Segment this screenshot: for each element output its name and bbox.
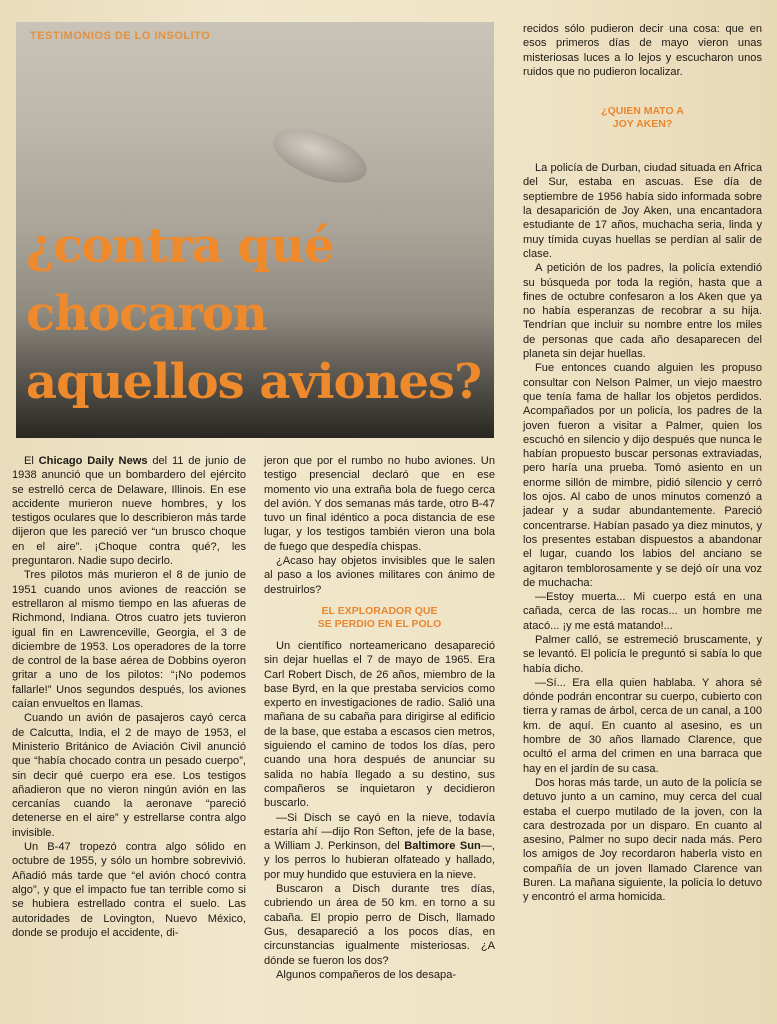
paragraph: Un científico norteamericano desapareció sin dejar huellas el 7 de mayo de 1965. Era Carl Robert Disch, de 26 años, miembro de la base Byrd, en la que prestaba servicios como experto en investigaciones de radio. Salió una mañana de su cabaña para dirigirse al edificio de la base, que estaba a escasos cien metros, siguiendo el camino de todos los días, pero cuando una hora después de anunciar su salida no había llegado a su destino, sus compañeros se inquietaron y decidieron buscarlo. bbox=[264, 639, 495, 810]
subheading-line: SE PERDIO EN EL POLO bbox=[317, 617, 442, 630]
ufo-shape bbox=[266, 119, 373, 194]
subheading-line: EL EXPLORADOR QUE bbox=[321, 604, 438, 617]
text-column-1 bbox=[12, 454, 246, 940]
paragraph: Buscaron a Disch durante tres días, cubriendo un área de 50 km. en torno a su cabaña. El propio perro de Disch, llamado Gus, desapareció a los pocos días, en circunstancias igualmente misteriosas. ¿A dónde se fueron los dos? bbox=[264, 883, 495, 967]
paragraph: Dos horas más tarde, un auto de la policía se detuvo junto a un camino, muy cerca del cual estaba el cuerpo mutilado de la joven, con la cara destrozada por un disparo. En cuanto al asesino, Palmer no supo decir nada más. Pero los amigos de Joy recordaron haberla visto en compañía de un joven llamado Clarence van Buren. La mañana siguiente, la policía lo detuvo y encontró el arma homicida. bbox=[523, 776, 762, 904]
newspaper-name: Chicago Daily News bbox=[38, 455, 148, 467]
paragraph: Palmer calló, se estremeció bruscamente, y se levantó. El policía le preguntó si sabía lo que había dicho. bbox=[523, 633, 762, 675]
section-kicker: TESTIMONIOS DE LO INSOLITO bbox=[30, 30, 211, 42]
paragraph: Un B-47 tropezó contra algo sólido en octubre de 1955, y sólo un hombre sobrevivió. Añadió más tarde que “el avión chocó contra algo”, y que el impacto fue tan terrible como si se hubiera estrellado contra el suelo. Las autoridades de Lovington, Nuevo México, donde se produjo el accidente, di- bbox=[12, 841, 246, 939]
paragraph: —Estoy muerta... Mi cuerpo está en una cañada, cerca de las rocas... un hombre me atacó... ¡y me está matando!... bbox=[523, 591, 762, 632]
text-column-3 bbox=[523, 22, 762, 905]
subheading-joy-aken bbox=[523, 105, 762, 131]
paragraph: La policía de Durban, ciudad situada en Africa del Sur, estaba en ascuas. Ese día de septiembre de 1956 había sido informada sobre la desaparición de Joy Aken, una encantadora estudiante de 17 años, muchacha seria, linda y muy tímida cuyas huellas se perdían al salir de clase. bbox=[523, 162, 762, 260]
headline-line-1: ¿contra qué bbox=[26, 218, 334, 274]
paragraph: jeron que por el rumbo no hubo aviones. Un testigo presencial declaró que en ese momento vio una extraña bola de fuego cerca del avión. Y dos semanas más tarde, otro B-47 tuvo un final idéntico a poca distancia de ese lugar, y los testigos también vieron una bola de fuego que despedía chispas. bbox=[264, 455, 495, 553]
headline-line-3: aquellos aviones? bbox=[26, 354, 482, 410]
subheading-line: ¿QUIEN MATO A bbox=[601, 105, 684, 118]
article-headline bbox=[26, 212, 494, 416]
subheading-explorer bbox=[264, 605, 495, 631]
paragraph: Tres pilotos más murieron el 8 de junio de 1951 cuando unos aviones de reacción se estrellaron al mismo tiempo en las afueras de Richmond, Indiana. Otros cuatro jets tuvieron igual fin en Lawrenceville, Georgia, el 3 de diciembre de 1953. Los operadores de la torre de control de la base aérea de Dobbins oyeron gritar a uno de los pilotos: “¡No podemos fallarle!” Unos segundos después, los aviones caían envueltos en llamas. bbox=[12, 569, 246, 711]
headline-line-2: chocaron bbox=[26, 286, 267, 342]
text-run: El bbox=[24, 455, 39, 467]
paragraph: —Sí... Era ella quien hablaba. Y ahora sé dónde podrán encontrar su cuerpo, cubierto con tierra y ramas de árbol, cerca de un canal, a 100 km. de aquí. En cuanto al asesino, es un hombre de 30 años llamado Clarence, que ocultó el arma del crimen en una barraca que hay en el jardín de su casa. bbox=[523, 676, 762, 775]
text-column-2 bbox=[264, 454, 495, 982]
text-run: —Si Disch se cayó en la nieve, todavía estaría ahí —dijo Ron Sefton, jefe de la base, a William J. Perkinson, del bbox=[264, 811, 495, 853]
paragraph: A petición de los padres, la policía extendió su búsqueda por toda la región, hasta que a fines de octubre confesaron a los Aken que ya no había esperanzas de recobrar a su hija. Tendrían que incluir su nombre entre los miles de personas que cada año desaparecen del planeta sin dejar huellas. bbox=[523, 262, 762, 361]
text-run: del 11 de junio de 1938 anunció que un bombardero del ejército se estrelló cerca de Delaware, Illinois. En ese accidente murieron nueve hombres, y los testigos oculares que lo describieron más tarde dijeron que les pareció ver “un brusco choque en el aire”. ¡Choque contra qué?, les preguntaron. Nadie supo decirlo. bbox=[12, 455, 246, 568]
hero-photo bbox=[16, 22, 494, 438]
paragraph bbox=[264, 811, 495, 882]
paragraph: Algunos compañeros de los desapa- bbox=[276, 968, 457, 981]
paragraph: ¿Acaso hay objetos invisibles que le salen al paso a los aviones militares con ánimo de destruirlos? bbox=[264, 555, 495, 596]
text-run: —, y los perros lo hubieran olfateado y hallado, por muy hundido que estuviera en la nieve. bbox=[264, 840, 495, 881]
paragraph: Cuando un avión de pasajeros cayó cerca de Calcutta, India, el 2 de mayo de 1953, el Ministerio Británico de Aviación Civil anunció que “había chocado contra un pesado cuerpo”, sin decir qué cuerpo era ese. Los testigos añadieron que no vieron ningún avión en las cercanías cuando la aeronave “pareció detenerse en el aire” y estrellarse contra algo invisible. bbox=[12, 712, 246, 839]
paragraph bbox=[12, 454, 246, 568]
paragraph: recidos sólo pudieron decir una cosa: que en esos primeros días de mayo vieron unas misteriosas luces a lo lejos y escucharon unos ruidos que no pudieron localizar. bbox=[523, 23, 762, 78]
paragraph: Fue entonces cuando alguien les propuso consultar con Nelson Palmer, un viejo maestro que tenía fama de hallar los objetos perdidos. Acompañados por un policía, los padres de la joven fueron a visitar a Palmer, quien los escuchó en silencio y dijo después que nunca le habían propuesto buscar personas extraviadas, pero haría una prueba. Tomó asiento en un enorme sillón de mimbre, pidió silencio y cerró los ojos. Al cabo de unos minutos comenzó a jadear y a sudar abundantemente. Pareció concentrarse. Habían pasado ya diez minutos, y los presentes estaban dispuestos a abandonar el lugar, cuando los labios del anciano se agitaron temblorosamente y se dejó oír una voz de muchacha: bbox=[523, 362, 762, 589]
newspaper-name: Baltimore Sun bbox=[404, 840, 481, 853]
subheading-line: JOY AKEN? bbox=[612, 118, 673, 131]
